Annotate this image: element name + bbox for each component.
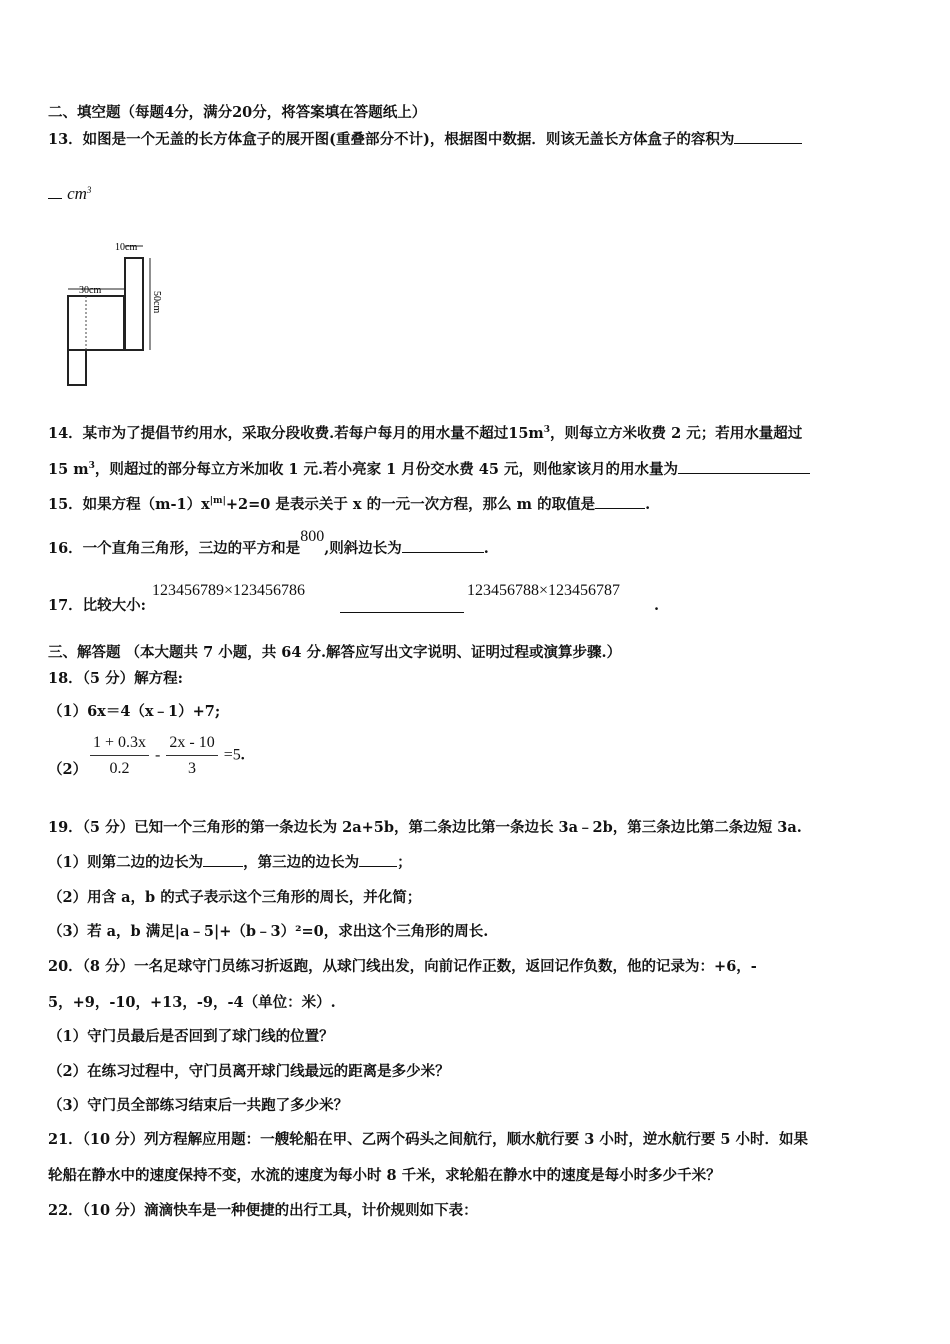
question-16: [48, 528, 489, 559]
q15-text-b: +2=0 是表示关于 x 的一元一次方程，那么 m 的取值是: [225, 496, 596, 513]
q15-exponent: |m|: [209, 496, 226, 506]
question-20-line1: 20．（8 分）一名足球守门员练习折返跑，从球门线出发，向前记作正数，返回记作负数，他的记录为：+6，-: [48, 958, 757, 975]
q17-answer-blank[interactable]: [340, 598, 464, 613]
q13-answer-blank[interactable]: [734, 129, 802, 144]
section-3-heading: 三、解答题 （本大题共 7 小题，共 64 分.解答应写出文字说明、证明过程或演算步骤.）: [48, 644, 622, 661]
net-left-face: [68, 296, 124, 350]
q20-part2: （2）在练习过程中，守门员离开球门线最远的距离是多少米？: [48, 1063, 450, 1080]
question-19-title: 19．（5 分）已知一个三角形的第一条边长为 2a+5b，第二条边比第一条边长 3a﹣2b，第三条边比第二条边短 3a.: [48, 819, 802, 836]
q14-text-b: ，则每立方米收费 2 元；若用水量超过: [550, 425, 803, 442]
question-21-line2: 轮船在静水中的速度保持不变，水流的速度为每小时 8 千米，求轮船在静水中的速度是每小时多少千米？: [48, 1167, 721, 1184]
q17-end: .: [654, 597, 660, 614]
question-18-title: 18．（5 分）解方程:: [48, 670, 183, 687]
q17-right-expression: 123456788×123456787: [467, 582, 621, 599]
q18-minus: -: [155, 746, 161, 764]
q14-text-c: ，则超过的部分每立方米加收 1 元.若小亮家 1 月份交水费 45 元，则他家该月的用水量为: [94, 461, 679, 478]
q18-part2-equation: [88, 734, 245, 778]
q19-blank-third-side[interactable]: [359, 852, 397, 867]
question-22-line1: 22．（10 分）滴滴快车是一种便捷的出行工具，计价规则如下表：: [48, 1202, 478, 1219]
section-2-heading: 二、填空题（每题4分，满分20分，将答案填在答题纸上）: [48, 104, 427, 121]
label-50cm: 50cm: [151, 291, 162, 314]
q14-exp-b: 3: [88, 461, 95, 471]
q19-part3: （3）若 a，b 满足|a﹣5|+（b﹣3）²=0，求出这个三角形的周长.: [48, 923, 489, 940]
q19-part1-text-a: （1）则第二边的边长为: [48, 854, 204, 871]
q19-part1-text-c: ；: [397, 854, 412, 871]
q13-box-net-figure: [55, 236, 165, 388]
q13-unit-line: [48, 180, 91, 205]
q14-text-a: 14．某市为了提倡节约用水，采取分段收费.若每户每月的用水量不超过: [48, 425, 509, 442]
q20-part1: （1）守门员最后是否回到了球门线的位置？: [48, 1028, 334, 1045]
q18-part2-label: （2）: [48, 761, 88, 778]
question-14-line1: [48, 420, 802, 444]
q20-part3: （3）守门员全部练习结束后一共跑了多少米？: [48, 1097, 349, 1114]
question-20-line2: 5，+9，-10，+13，-9，-4（单位：米）.: [48, 994, 336, 1011]
q16-value: 800: [300, 528, 325, 545]
question-21-line1: 21．（10 分）列方程解应用题：一艘轮船在甲、乙两个码头之间航行，顺水航行要 3 小时，逆水航行要 5 小时．如果: [48, 1131, 809, 1148]
q16-end: .: [483, 540, 489, 557]
q18-fraction-2: $\frac{2x - 10}{3}$: [166, 734, 217, 778]
q16-text-a: 16．一个直角三角形，三边的平方和是: [48, 540, 301, 557]
q19-part1: [48, 852, 412, 873]
q14-answer-blank[interactable]: [678, 459, 810, 474]
q14-exp-a: 3: [543, 425, 551, 435]
q15-text-a: 15．如果方程（m-1）x: [48, 496, 210, 513]
q13-answer-blank-cont[interactable]: [48, 184, 62, 199]
q18-rhs: =5: [223, 746, 241, 764]
question-14-line2: [48, 456, 810, 480]
q14-qty-a: 15m: [508, 425, 544, 442]
q19-blank-second-side[interactable]: [203, 852, 243, 867]
q19-part1-text-b: ，第三边的边长为: [243, 854, 360, 871]
q19-part2: （2）用含 a，b 的式子表示这个三角形的周长，并化简；: [48, 889, 422, 906]
q16-text-b: ,则斜边长为: [324, 540, 402, 557]
q14-qty-b: 15 m: [48, 461, 89, 478]
question-15: [48, 491, 650, 515]
q13-unit: $cm^3$: [67, 184, 92, 203]
net-top-flap: [125, 258, 143, 350]
q18-end: .: [240, 746, 245, 764]
net-bottom-flap: [68, 350, 86, 385]
q17-left-expression: 123456789×123456786: [152, 582, 306, 599]
label-30cm: 30cm: [79, 285, 102, 296]
q18-fraction-1: $\frac{1 + 0.3x}{0.2}$: [90, 734, 149, 778]
q16-answer-blank[interactable]: [402, 538, 484, 553]
q15-answer-blank[interactable]: [595, 494, 645, 509]
question-13: [48, 129, 802, 150]
q13-text: 13．如图是一个无盖的长方体盒子的展开图(重叠部分不计)，根据图中数据．则该无盖长方体盒子的容积为: [48, 131, 735, 148]
label-10cm: 10cm: [115, 242, 138, 253]
q18-part1: （1）6x＝4（x﹣1）+7;: [48, 703, 221, 720]
q15-end: .: [645, 496, 651, 513]
question-17-label: 17．比较大小:: [48, 597, 147, 614]
